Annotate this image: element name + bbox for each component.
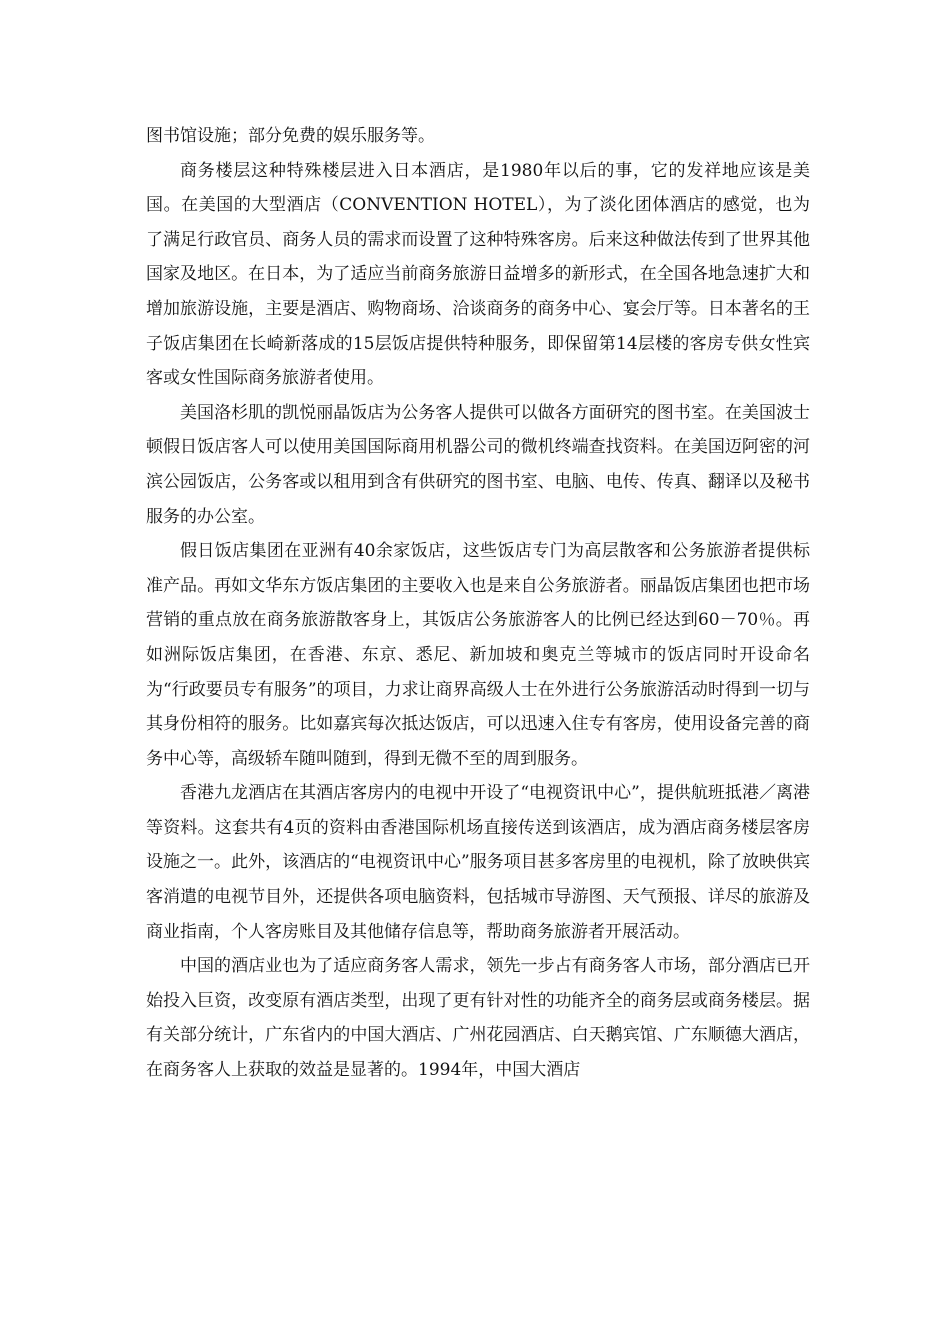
paragraph-6: 中国的酒店业也为了适应商务客人需求，领先一步占有商务客人市场，部分酒店已开始投入巨资，改变原有酒店类型，出现了更有针对性的功能齐全的商务层或商务楼层。据有关部分统计，广东省内的中国大酒店、广州花园酒店、白天鹅宾馆、广东顺德大酒店，在商务客人上获取的效益是显著的。1994年，中国大酒店	[146, 956, 810, 1081]
document-body	[146, 119, 810, 1088]
paragraph-3: 美国洛杉肌的凯悦丽晶饭店为公务客人提供可以做各方面研究的图书室。在美国波士顿假日饭店客人可以使用美国国际商用机器公司的微机终端查找资料。在美国迈阿密的河滨公园饭店，公务客或以租用到含有供研究的图书室、电脑、电传、传真、翻译以及秘书服务的办公室。	[146, 402, 810, 527]
paragraph-4: 假日饭店集团在亚洲有40余家饭店，这些饭店专门为高层散客和公务旅游者提供标准产品。再如文华东方饭店集团的主要收入也是来自公务旅游者。丽晶饭店集团也把市场营销的重点放在商务旅游散客身上，其饭店公务旅游客人的比例已经达到60－70％。再如洲际饭店集团，在香港、东京、悉尼、新加坡和奥克兰等城市的饭店同时开设命名为“行政要员专有服务”的项目，力求让商界高级人士在外进行公务旅游活动时得到一切与其身份相符的服务。比如嘉宾每次抵达饭店，可以迅速入住专有客房，使用设备完善的商务中心等，高级轿车随叫随到，得到无微不至的周到服务。	[146, 541, 810, 769]
paragraph-1: 图书馆设施；部分免费的娱乐服务等。	[146, 126, 435, 146]
paragraph-5: 香港九龙酒店在其酒店客房内的电视中开设了“电视资讯中心”，提供航班抵港／离港等资料。这套共有4页的资料由香港国际机场直接传送到该酒店，成为酒店商务楼层客房设施之一。此外，该酒店的“电视资讯中心”服务项目甚多客房里的电视机，除了放映供宾客消遣的电视节目外，还提供各项电脑资料，包括城市导游图、天气预报、详尽的旅游及商业指南，个人客房账目及其他储存信息等，帮助商务旅游者开展活动。	[146, 783, 810, 942]
paragraph-2: 商务楼层这种特殊楼层进入日本酒店，是1980年以后的事，它的发祥地应该是美国。在美国的大型酒店（CONVENTION HOTEL），为了淡化团体酒店的感觉，也为了满足行政官员、商务人员的需求而设置了这种特殊客房。后来这种做法传到了世界其他国家及地区。在日本，为了适应当前商务旅游日益增多的新形式，在全国各地急速扩大和增加旅游设施，主要是酒店、购物商场、洽谈商务的商务中心、宴会厅等。日本著名的王子饭店集团在长崎新落成的15层饭店提供特种服务，即保留第14层楼的客房专供女性宾客或女性国际商务旅游者使用。	[146, 160, 810, 389]
